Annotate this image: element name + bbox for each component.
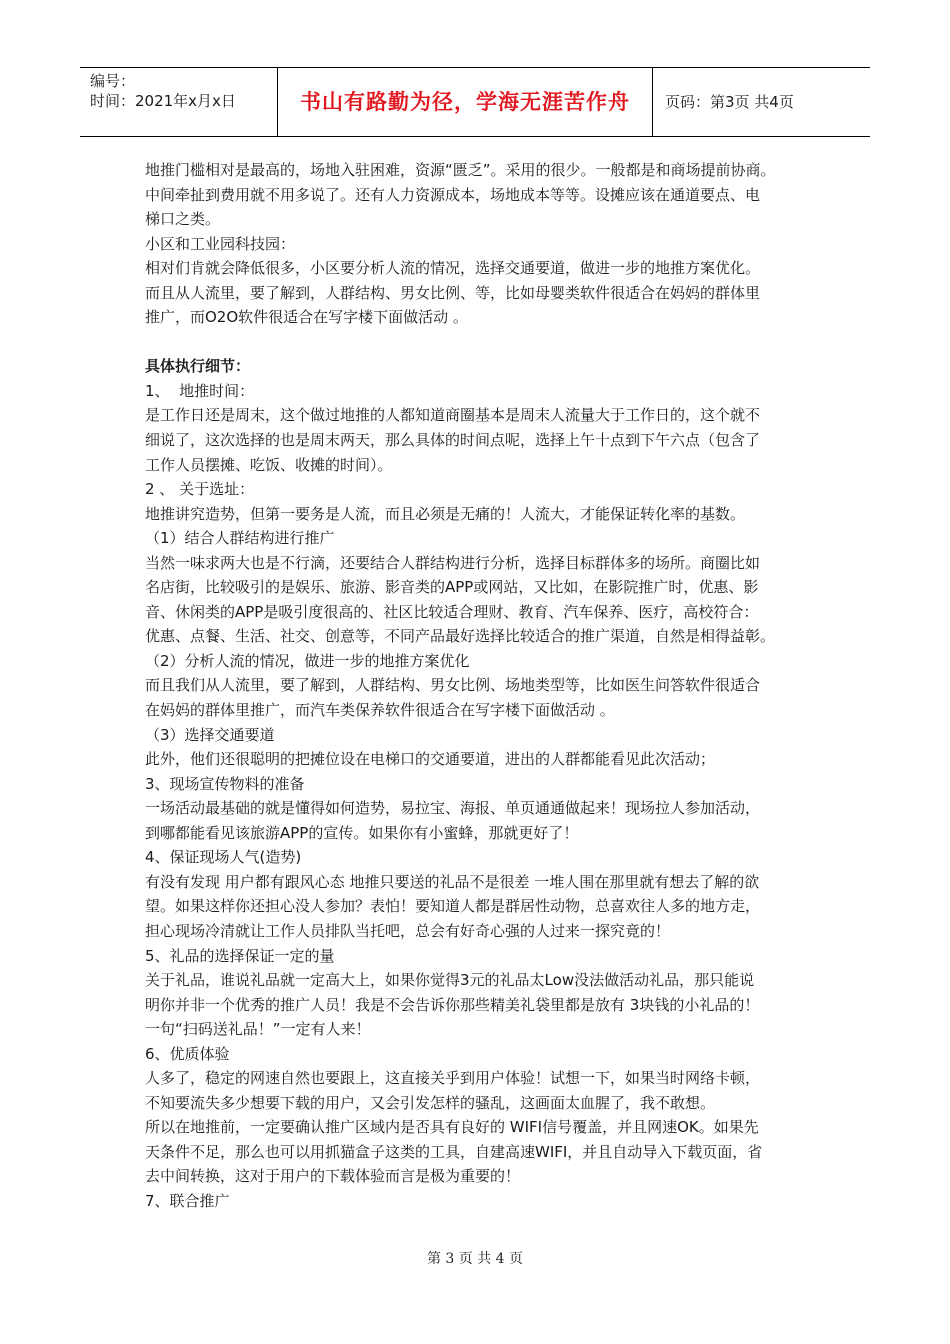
text-line: （1）结合人群结构进行推广	[145, 529, 335, 548]
header-divider-right	[652, 68, 653, 136]
text-line: 而且从人流里，要了解到，人群结构、男女比例、等，比如母婴类软件很适合在妈妈的群体里	[145, 283, 761, 302]
header-meta	[90, 71, 236, 111]
text-line: 去中间转换，这对于用户的下载体验而言是极为重要的！	[145, 1167, 521, 1186]
text-line: 天条件不足，那么也可以用抓猫盒子这类的工具，自建高速WIFI，并且自动导入下载页面，省	[145, 1142, 763, 1161]
text-line: 梯口之类。	[145, 210, 221, 229]
text-line: 名店街，比较吸引的是娱乐、旅游、影音类的APP或网站，又比如，在影院推广时，优惠、影	[145, 578, 759, 597]
text-line: 相对们肯就会降低很多，小区要分析人流的情况，选择交通要道，做进一步的地推方案优化。	[145, 259, 761, 278]
document-body	[145, 158, 815, 1214]
text-line: 一句“扫码送礼品！”一定有人来！	[145, 1020, 371, 1039]
header-motto: 书山有路勤为径，学海无涯苦作舟	[300, 90, 630, 114]
text-line: 有没有发现 用户都有跟风心态 地推只要送的礼品不是很差 一堆人围在那里就有想去了解的欲	[145, 872, 760, 891]
text-line: 小区和工业园科技园：	[145, 234, 296, 253]
document-date: 时间：2021年x月x日	[90, 92, 236, 110]
text-line: 音、休闲类的APP是吸引度很高的、社区比较适合理财、教育、汽车保养、医疗，高校符合：	[145, 602, 759, 621]
text-line: 当然一味求两大也是不行滴，还要结合人群结构进行分析，选择目标群体多的场所。商圈比如	[145, 553, 761, 572]
text-line: 而且我们从人流里，要了解到，人群结构、男女比例、场地类型等，比如医生问答软件很适合	[145, 676, 761, 695]
blank-line	[145, 330, 815, 355]
text-line: 是工作日还是周末，这个做过地推的人都知道商圈基本是周末人流量大于工作日的，这个就不	[145, 406, 761, 425]
text-line: 关于礼品，谁说礼品就一定高大上，如果你觉得3元的礼品太Low没法做活动礼品，那只能说	[145, 971, 755, 990]
text-line: 担心现场冷清就让工作人员排队当托吧，总会有好奇心强的人过来一探究竟的！	[145, 921, 671, 940]
page-header	[80, 67, 870, 137]
text-line: 细说了，这次选择的也是周末两天，那么具体的时间点呢，选择上午十点到下午六点（包含了	[145, 431, 761, 450]
text-line: 4、保证现场人气(造势)	[145, 848, 302, 867]
text-line: 具体执行细节：	[145, 357, 251, 376]
text-line: 工作人员摆摊、吃饭、收摊的时间）。	[145, 455, 393, 474]
text-line: 推广，而O2O软件很适合在写字楼下面做活动 。	[145, 308, 468, 327]
text-line: 1、 地推时间：	[145, 381, 255, 400]
text-line: 明你并非一个优秀的推广人员！我是不会告诉你那些精美礼袋里都是放有 3块钱的小礼品的！	[145, 995, 760, 1014]
text-line: 到哪都能看见该旅游APP的宣传。如果你有小蜜蜂，那就更好了！	[145, 823, 579, 842]
text-line: 望。如果这样你还担心没人参加？表怕！要知道人都是群居性动物，总喜欢往人多的地方走，	[145, 897, 761, 916]
text-line: 3、现场宣传物料的准备	[145, 774, 305, 793]
page-footer: 第 3 页 共 4 页	[426, 1251, 524, 1267]
text-line: （3）选择交通要道	[145, 725, 275, 744]
text-line: 优惠、点餐、生活、社交、创意等，不同产品最好选择比较适合的推广渠道，自然是相得益彰。	[145, 627, 776, 646]
text-line: 在妈妈的群体里推广，而汽车类保养软件很适合在写字楼下面做活动 。	[145, 701, 615, 720]
text-line: 5、礼品的选择保证一定的量	[145, 946, 335, 965]
text-line: 6、优质体验	[145, 1044, 230, 1063]
text-line: 不知要流失多少想要下载的用户，又会引发怎样的骚乱，这画面太血腥了，我不敢想。	[145, 1093, 716, 1112]
text-line: 所以在地推前，一定要确认推广区域内是否具有良好的 WIFI信号覆盖，并且网速OK。如果先	[145, 1118, 759, 1137]
header-page-info: 页码：第3页 共4页	[665, 93, 794, 111]
text-line: 7、联合推广	[145, 1191, 230, 1210]
text-line: 地推讲究造势，但第一要务是人流，而且必须是无痛的！人流大，才能保证转化率的基数。	[145, 504, 746, 523]
text-line: 人多了，稳定的网速自然也要跟上，这直接关乎到用户体验！试想一下，如果当时网络卡顿，	[145, 1069, 761, 1088]
text-line: （2）分析人流的情况，做进一步的地推方案优化	[145, 651, 470, 670]
text-line: 中间牵扯到费用就不用多说了。还有人力资源成本，场地成本等等。设摊应该在通道要点、电	[145, 185, 761, 204]
document-number-label: 编号：	[90, 72, 136, 90]
text-line: 地推门槛相对是最高的，场地入驻困难，资源“匮乏”。采用的很少。一般都是和商场提前协商。	[145, 161, 776, 179]
text-line: 一场活动最基础的就是懂得如何造势，易拉宝、海报、单页通通做起来！现场拉人参加活动，	[145, 799, 761, 818]
text-line: 2 、 关于选址：	[145, 480, 255, 499]
text-line: 此外，他们还很聪明的把摊位设在电梯口的交通要道，进出的人群都能看见此次活动；	[145, 750, 716, 769]
